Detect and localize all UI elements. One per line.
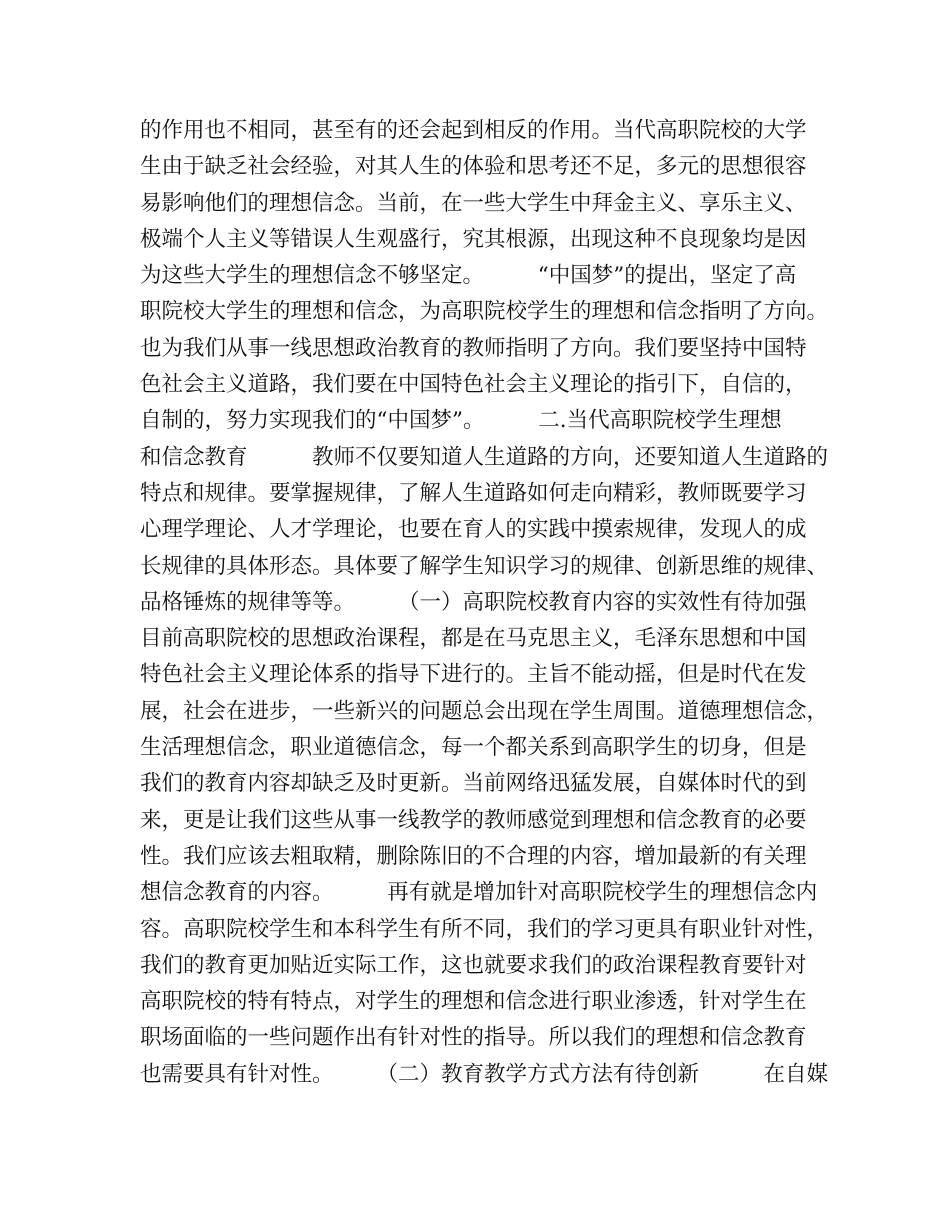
text-line-24: 我们的教育更加贴近实际工作，这也就要求我们的政治课程教育要针对 bbox=[140, 952, 807, 978]
text-line-12: 心理学理论、人才学理论，也要在育人的实践中摸索规律，发现人的成 bbox=[140, 517, 807, 543]
text-line-10: 和信念教育 教师不仅要知道人生道路的方向，还要知道人生道路的 bbox=[140, 444, 829, 470]
text-line-3: 易影响他们的理想信念。当前，在一些大学生中拜金主义、享乐主义、 bbox=[140, 190, 807, 216]
text-line-23: 容。高职院校学生和本科学生有所不同，我们的学习更具有职业针对性， bbox=[140, 916, 829, 942]
text-line-6: 职院校大学生的理想和信念，为高职院校学生的理想和信念指明了方向。 bbox=[140, 299, 829, 325]
text-line-5: 为这些大学生的理想信念不够坚定。 “中国梦”的提出，坚定了高 bbox=[140, 263, 797, 289]
text-line-11: 特点和规律。要掌握规律，了解人生道路如何走向精彩，教师既要学习 bbox=[140, 480, 807, 506]
text-line-1: 的作用也不相同，甚至有的还会起到相反的作用。当代高职院校的大学 bbox=[140, 118, 807, 143]
text-line-4: 极端个人主义等错误人生观盛行，究其根源，出现这种不良现象均是因 bbox=[140, 226, 807, 252]
text-line-17: 展，社会在进步，一些新兴的问题总会出现在学生周围。道德理想信念， bbox=[140, 698, 829, 724]
text-line-15: 目前高职院校的思想政治课程，都是在马克思主义，毛泽东思想和中国 bbox=[140, 626, 807, 652]
text-line-2: 生由于缺乏社会经验，对其人生的体验和思考还不足，多元的思想很容 bbox=[140, 154, 807, 180]
text-line-8: 色社会主义道路，我们要在中国特色社会主义理论的指引下，自信的， bbox=[140, 372, 807, 398]
text-line-25: 高职院校的特有特点，对学生的理想和信念进行职业渗透，针对学生在 bbox=[140, 989, 807, 1015]
text-line-26: 职场面临的一些问题作出有针对性的指导。所以我们的理想和信念教育 bbox=[140, 1025, 807, 1051]
text-line-14: 品格锤炼的规律等等。 （一）高职院校教育内容的实效性有待加强 bbox=[140, 589, 807, 615]
text-line-20: 来，更是让我们这些从事一线教学的教师感觉到理想和信念教育的必要 bbox=[140, 807, 807, 833]
text-line-21: 性。我们应该去粗取精，删除陈旧的不合理的内容，增加最新的有关理 bbox=[140, 843, 807, 869]
text-line-22: 想信念教育的内容。 再有就是增加针对高职院校学生的理想信念内 bbox=[140, 880, 818, 906]
text-line-13: 长规律的具体形态。具体要了解学生知识学习的规律、创新思维的规律、 bbox=[140, 553, 829, 579]
text-line-27: 也需要具有针对性。 （二）教育教学方式方法有待创新 在自媒 bbox=[140, 1061, 829, 1087]
text-line-7: 也为我们从事一线思想政治教育的教师指明了方向。我们要坚持中国特 bbox=[140, 335, 807, 361]
body-text bbox=[140, 113, 840, 1093]
text-line-9: 自制的，努力实现我们的“中国梦”。 二.当代高职院校学生理想 bbox=[140, 408, 782, 434]
text-line-19: 我们的教育内容却缺乏及时更新。当前网络迅猛发展，自媒体时代的到 bbox=[140, 771, 807, 797]
text-line-18: 生活理想信念，职业道德信念，每一个都关系到高职学生的切身，但是 bbox=[140, 735, 807, 761]
text-line-16: 特色社会主义理论体系的指导下进行的。主旨不能动摇，但是时代在发 bbox=[140, 662, 807, 688]
